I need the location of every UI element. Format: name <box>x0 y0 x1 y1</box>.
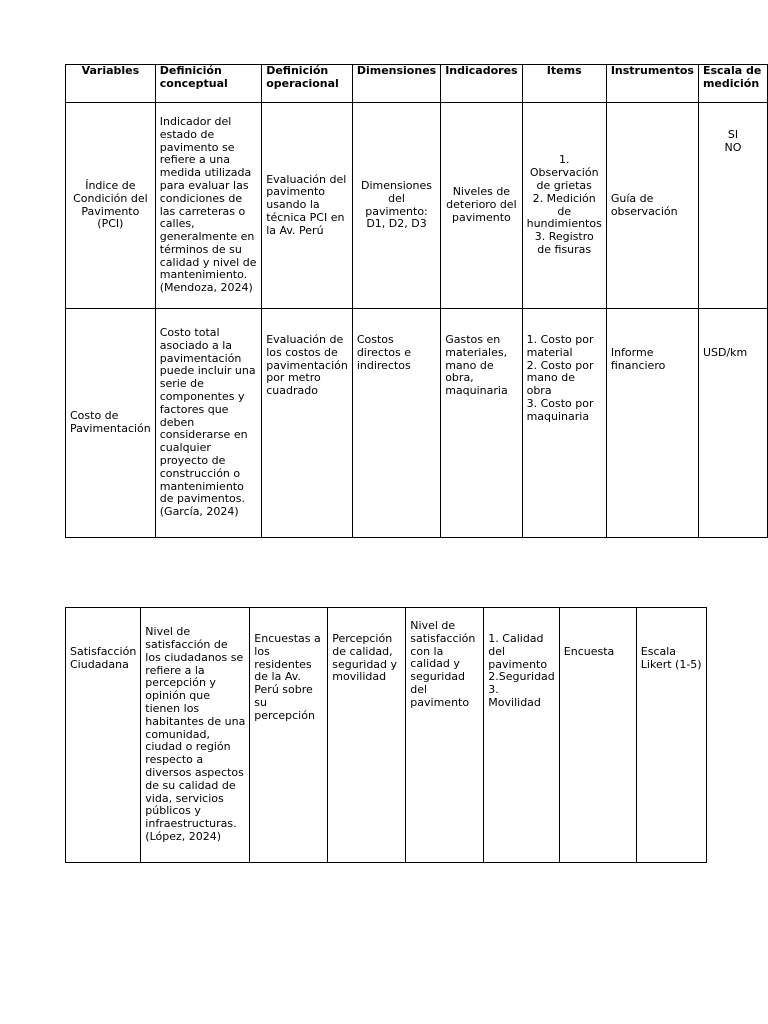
cell-variable: Índice de Condición del Pavimento (PCI) <box>66 103 156 309</box>
cell-def-operacional: Encuestas a los residentes de la Av. Perú sobre su percepción <box>250 608 328 863</box>
header-dimensiones: Dimensiones <box>352 65 440 103</box>
cell-def-conceptual: Nivel de satisfacción de los ciudadanos se refiere a la percepción y opinión que tienen los habitantes de una comunidad, ciudad o región respecto a diversos aspectos de su calidad de vida, servicios públicos y infraestructuras. (López, 2024) <box>141 608 250 863</box>
cell-escala: SI NO <box>698 103 767 309</box>
cell-escala: Escala Likert (1-5) <box>636 608 706 863</box>
cell-def-conceptual: Costo total asociado a la pavimentación puede incluir una serie de componentes y factores que deben considerarse en cualquier proyecto de construcción o mantenimiento de pavimentos. (García, 2024) <box>155 309 261 538</box>
cell-indicadores: Niveles de deterioro del pavimento <box>441 103 522 309</box>
cell-variable: Satisfacción Ciudadana <box>66 608 141 863</box>
cell-def-operacional: Evaluación de los costos de pavimentación por metro cuadrado <box>262 309 353 538</box>
header-def-operacional: Definición operacional <box>262 65 353 103</box>
cell-items: 1. Costo por material 2. Costo por mano de obra 3. Costo por maquinaria <box>522 309 606 538</box>
cell-instrumentos: Guía de observación <box>606 103 698 309</box>
table-row <box>66 309 768 538</box>
table-row <box>66 103 768 309</box>
cell-instrumentos: Informe financiero <box>606 309 698 538</box>
header-escala: Escala de medición <box>698 65 767 103</box>
header-indicadores: Indicadores <box>441 65 522 103</box>
cell-def-operacional: Evaluación del pavimento usando la técnica PCI en la Av. Perú <box>262 103 353 309</box>
header-row <box>66 65 768 103</box>
operationalization-table <box>65 64 768 538</box>
table-row <box>66 608 707 863</box>
cell-def-conceptual: Indicador del estado de pavimento se refiere a una medida utilizada para evaluar las condiciones de las carreteras o calles, generalmente en términos de su calidad y nivel de mantenimiento. (Mendoza, 2024) <box>155 103 261 309</box>
cell-variable: Costo de Pavimentación <box>66 309 156 538</box>
cell-indicadores: Nivel de satisfacción con la calidad y seguridad del pavimento <box>406 608 484 863</box>
cell-items: 1. Calidad del pavimento 2.Seguridad 3. Movilidad <box>484 608 559 863</box>
header-instrumentos: Instrumentos <box>606 65 698 103</box>
header-items: Items <box>522 65 606 103</box>
cell-instrumentos: Encuesta <box>559 608 636 863</box>
cell-indicadores: Gastos en materiales, mano de obra, maquinaria <box>441 309 522 538</box>
cell-dimensiones: Costos directos e indirectos <box>352 309 440 538</box>
cell-dimensiones: Percepción de calidad, seguridad y movilidad <box>328 608 406 863</box>
cell-escala: USD/km <box>698 309 767 538</box>
cell-dimensiones: Dimensiones del pavimento: D1, D2, D3 <box>352 103 440 309</box>
header-variables: Variables <box>66 65 156 103</box>
cell-items: 1. Observación de grietas 2. Medición de hundimientos 3. Registro de fisuras <box>522 103 606 309</box>
operationalization-table-continued <box>65 607 707 863</box>
header-def-conceptual: Definición conceptual <box>155 65 261 103</box>
